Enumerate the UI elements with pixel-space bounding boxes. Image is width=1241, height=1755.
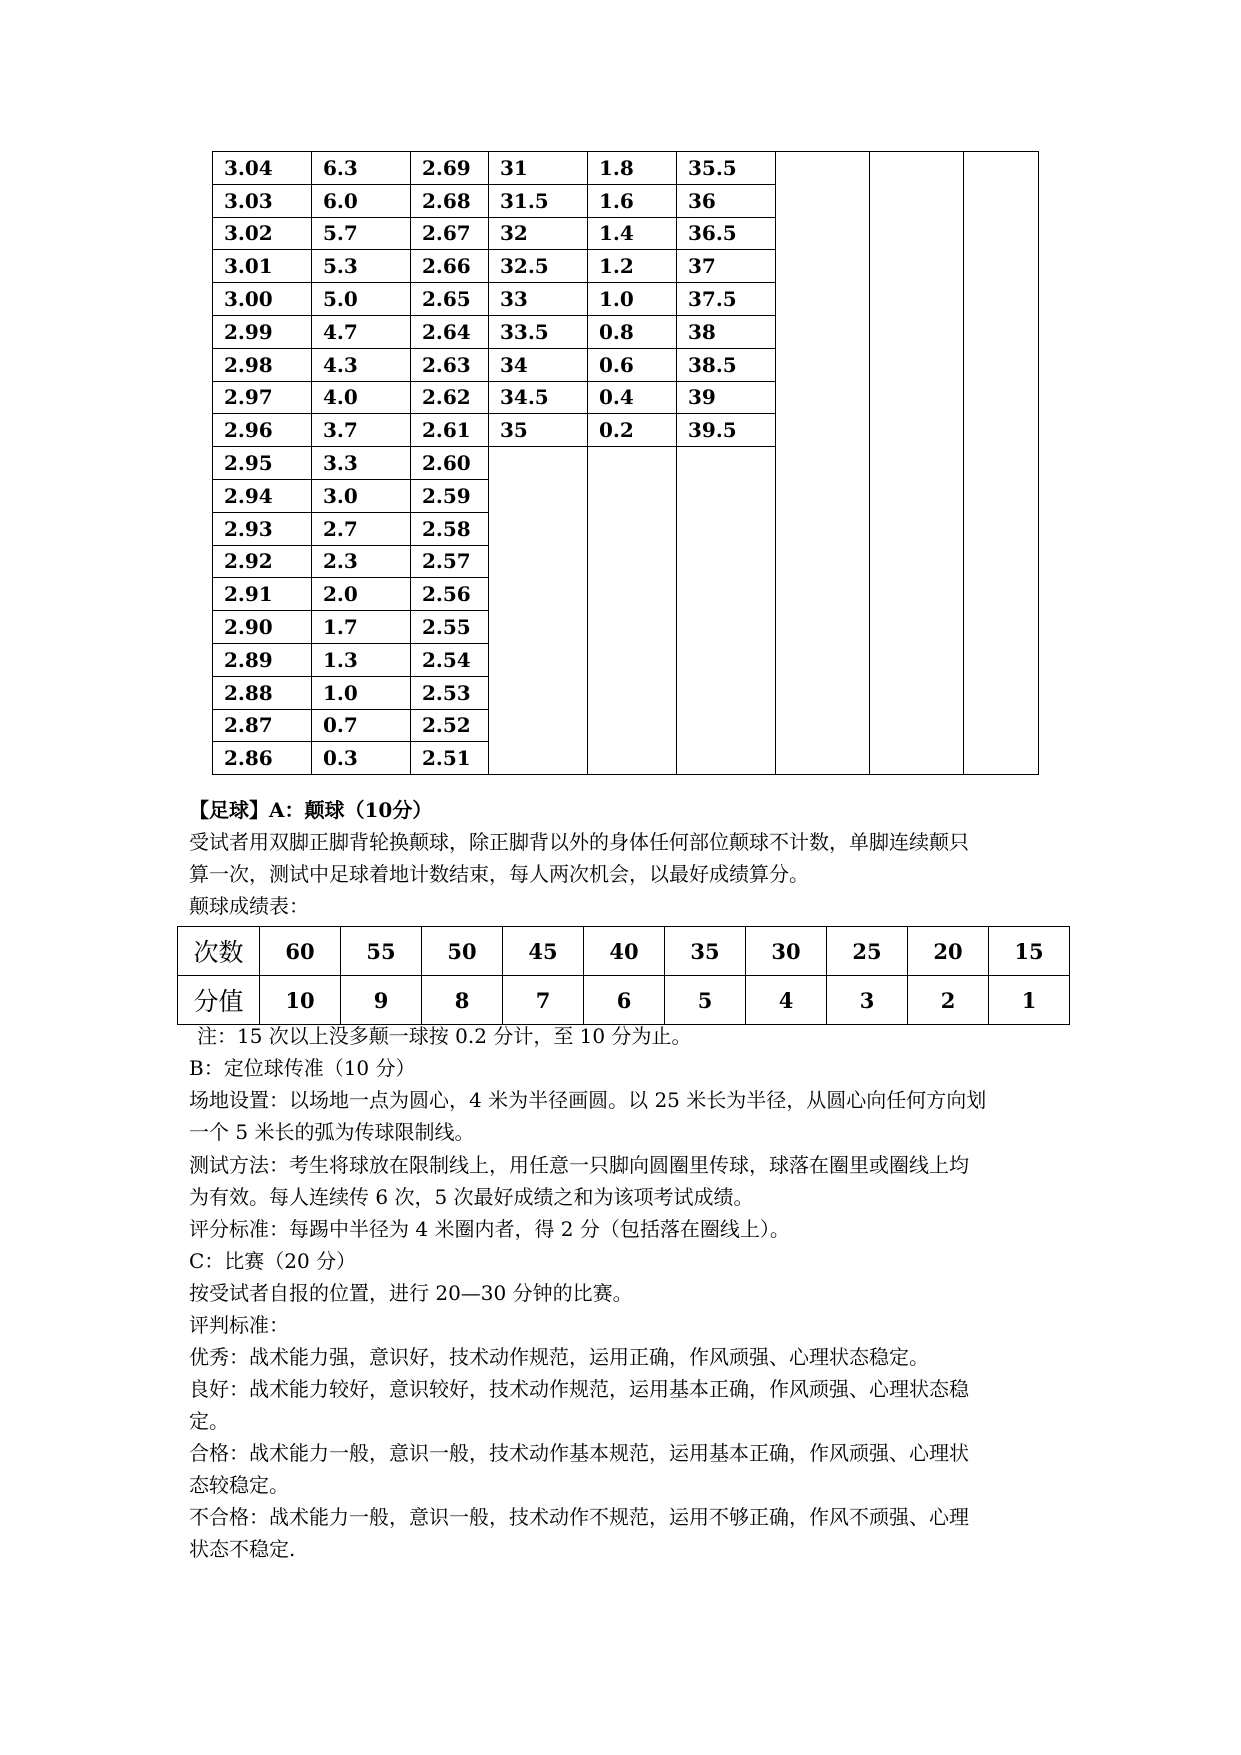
- table-cell: 0.3: [312, 742, 411, 775]
- table-cell: 1.7: [312, 611, 411, 644]
- table-cell: 1.6: [588, 184, 677, 217]
- table-cell: 2.91: [213, 578, 312, 611]
- count-label: 次数: [178, 927, 260, 976]
- table-cell: 0.6: [588, 348, 677, 381]
- empty-merged-cell: [489, 447, 588, 775]
- table-cell: 2.89: [213, 643, 312, 676]
- table-cell: 3.01: [213, 250, 312, 283]
- table-cell: 2.61: [411, 414, 489, 447]
- table-cell: 2.68: [411, 184, 489, 217]
- c-good-line2: 定。: [189, 1409, 229, 1433]
- table-cell: 6.3: [312, 152, 411, 185]
- b-scoring: 评分标准：每踢中半径为 4 米圈内者，得 2 分（包括落在圈线上）。: [189, 1217, 790, 1241]
- table-cell: 0.7: [312, 709, 411, 742]
- c-excellent: 优秀：战术能力强，意识好，技术动作规范，运用正确，作风顽强、心理状态稳定。: [189, 1345, 929, 1369]
- empty-column-cell: [776, 152, 870, 775]
- table-cell: 2.90: [213, 611, 312, 644]
- table-cell: 3.04: [213, 152, 312, 185]
- table-cell: 2.56: [411, 578, 489, 611]
- count-cell: 20: [908, 927, 989, 976]
- table-cell: 2.97: [213, 381, 312, 414]
- table-cell: 33.5: [489, 315, 588, 348]
- table-cell: 0.2: [588, 414, 677, 447]
- table-cell: 2.94: [213, 479, 312, 512]
- empty-merged-cell: [677, 447, 776, 775]
- table-cell: 1.0: [588, 283, 677, 316]
- table-row: [213, 152, 1039, 185]
- table-cell: 39: [677, 381, 776, 414]
- table-cell: 2.86: [213, 742, 312, 775]
- empty-column-cell: [964, 152, 1039, 775]
- table-cell: 38: [677, 315, 776, 348]
- table-cell: 2.7: [312, 512, 411, 545]
- table-cell: 35.5: [677, 152, 776, 185]
- table-cell: 2.64: [411, 315, 489, 348]
- table-cell: 2.51: [411, 742, 489, 775]
- table-cell: 0.4: [588, 381, 677, 414]
- c-heading: C：比赛（20 分）: [189, 1249, 357, 1273]
- score-cell: 4: [746, 976, 827, 1025]
- c-criteria: 评判标准：: [189, 1313, 289, 1337]
- table-cell: 1.4: [588, 217, 677, 250]
- b-field-line2: 一个 5 米长的弧为传球限制线。: [189, 1120, 475, 1144]
- table-cell: 36: [677, 184, 776, 217]
- table-cell: 37: [677, 250, 776, 283]
- table-cell: 32.5: [489, 250, 588, 283]
- table-cell: 2.87: [213, 709, 312, 742]
- count-cell: 15: [989, 927, 1070, 976]
- score-label: 分值: [178, 976, 260, 1025]
- count-cell: 50: [422, 927, 503, 976]
- count-cell: 40: [584, 927, 665, 976]
- table-cell: 2.58: [411, 512, 489, 545]
- c-pass-line1: 合格：战术能力一般，意识一般，技术动作基本规范，运用基本正确，作风顽强、心理状: [189, 1441, 969, 1465]
- score-table: [212, 151, 1039, 775]
- table-cell: 31.5: [489, 184, 588, 217]
- table-cell: 2.63: [411, 348, 489, 381]
- table-cell: 2.93: [213, 512, 312, 545]
- juggle-table: [177, 926, 1070, 1025]
- juggle-score-row: [178, 976, 1070, 1025]
- table-cell: 2.0: [312, 578, 411, 611]
- juggle-note: 注：15 次以上没多颠一球按 0.2 分计，至 10 分为止。: [197, 1024, 692, 1048]
- table-cell: 1.8: [588, 152, 677, 185]
- table-cell: 2.55: [411, 611, 489, 644]
- table-cell: 39.5: [677, 414, 776, 447]
- table-cell: 2.92: [213, 545, 312, 578]
- c-good-line1: 良好：战术能力较好，意识较好，技术动作规范，运用基本正确，作风顽强、心理状态稳: [189, 1377, 969, 1401]
- score-cell: 10: [260, 976, 341, 1025]
- score-cell: 3: [827, 976, 908, 1025]
- table-cell: 5.0: [312, 283, 411, 316]
- score-cell: 5: [665, 976, 746, 1025]
- football-desc-line2: 算一次，测试中足球着地计数结束，每人两次机会，以最好成绩算分。: [189, 862, 809, 886]
- table-cell: 2.98: [213, 348, 312, 381]
- score-cell: 1: [989, 976, 1070, 1025]
- table-cell: 2.60: [411, 447, 489, 480]
- table-cell: 37.5: [677, 283, 776, 316]
- table-cell: 1.2: [588, 250, 677, 283]
- table-cell: 2.59: [411, 479, 489, 512]
- table-cell: 1.0: [312, 676, 411, 709]
- score-cell: 6: [584, 976, 665, 1025]
- table-cell: 3.3: [312, 447, 411, 480]
- table-cell: 2.53: [411, 676, 489, 709]
- table-cell: 1.3: [312, 643, 411, 676]
- table-cell: 33: [489, 283, 588, 316]
- count-cell: 30: [746, 927, 827, 976]
- table-cell: 2.54: [411, 643, 489, 676]
- table-cell: 31: [489, 152, 588, 185]
- table-cell: 3.02: [213, 217, 312, 250]
- table-cell: 4.0: [312, 381, 411, 414]
- table-cell: 2.67: [411, 217, 489, 250]
- table-cell: 34: [489, 348, 588, 381]
- table-cell: 3.7: [312, 414, 411, 447]
- table-cell: 2.66: [411, 250, 489, 283]
- b-heading: B：定位球传准（10 分）: [189, 1056, 416, 1080]
- b-method-line1: 测试方法：考生将球放在限制线上，用任意一只脚向圆圈里传球，球落在圈里或圈线上均: [189, 1153, 969, 1177]
- count-cell: 45: [503, 927, 584, 976]
- table-cell: 2.95: [213, 447, 312, 480]
- table-cell: 4.3: [312, 348, 411, 381]
- table-cell: 3.00: [213, 283, 312, 316]
- table-cell: 2.69: [411, 152, 489, 185]
- table-cell: 2.62: [411, 381, 489, 414]
- table-cell: 2.52: [411, 709, 489, 742]
- empty-column-cell: [870, 152, 964, 775]
- table-cell: 0.8: [588, 315, 677, 348]
- score-cell: 9: [341, 976, 422, 1025]
- table-cell: 36.5: [677, 217, 776, 250]
- table-cell: 5.7: [312, 217, 411, 250]
- empty-merged-cell: [588, 447, 677, 775]
- juggle-table-caption: 颠球成绩表：: [189, 894, 309, 918]
- football-heading: 【足球】A：颠球（10分）: [189, 798, 433, 822]
- table-cell: 4.7: [312, 315, 411, 348]
- table-cell: 2.96: [213, 414, 312, 447]
- c-fail-line2: 状态不稳定.: [189, 1537, 296, 1561]
- table-cell: 6.0: [312, 184, 411, 217]
- juggle-count-row: [178, 927, 1070, 976]
- b-field-line1: 场地设置：以场地一点为圆心，4 米为半径画圆。以 25 米长为半径，从圆心向任何方向划: [189, 1088, 987, 1112]
- table-cell: 3.0: [312, 479, 411, 512]
- table-cell: 3.03: [213, 184, 312, 217]
- count-cell: 60: [260, 927, 341, 976]
- c-pass-line2: 态较稳定。: [189, 1473, 289, 1497]
- table-cell: 2.65: [411, 283, 489, 316]
- table-cell: 2.99: [213, 315, 312, 348]
- table-cell: 5.3: [312, 250, 411, 283]
- c-fail-line1: 不合格：战术能力一般，意识一般，技术动作不规范，运用不够正确，作风不顽强、心理: [189, 1505, 969, 1529]
- count-cell: 55: [341, 927, 422, 976]
- score-cell: 8: [422, 976, 503, 1025]
- score-cell: 2: [908, 976, 989, 1025]
- count-cell: 25: [827, 927, 908, 976]
- table-cell: 35: [489, 414, 588, 447]
- b-method-line2: 为有效。每人连续传 6 次，5 次最好成绩之和为该项考试成绩。: [189, 1185, 754, 1209]
- score-cell: 7: [503, 976, 584, 1025]
- table-cell: 34.5: [489, 381, 588, 414]
- table-cell: 2.88: [213, 676, 312, 709]
- table-cell: 2.3: [312, 545, 411, 578]
- football-desc-line1: 受试者用双脚正脚背轮换颠球，除正脚背以外的身体任何部位颠球不计数，单脚连续颠只: [189, 830, 969, 854]
- count-cell: 35: [665, 927, 746, 976]
- table-cell: 38.5: [677, 348, 776, 381]
- table-cell: 2.57: [411, 545, 489, 578]
- c-desc: 按受试者自报的位置，进行 20—30 分钟的比赛。: [189, 1281, 633, 1305]
- table-cell: 32: [489, 217, 588, 250]
